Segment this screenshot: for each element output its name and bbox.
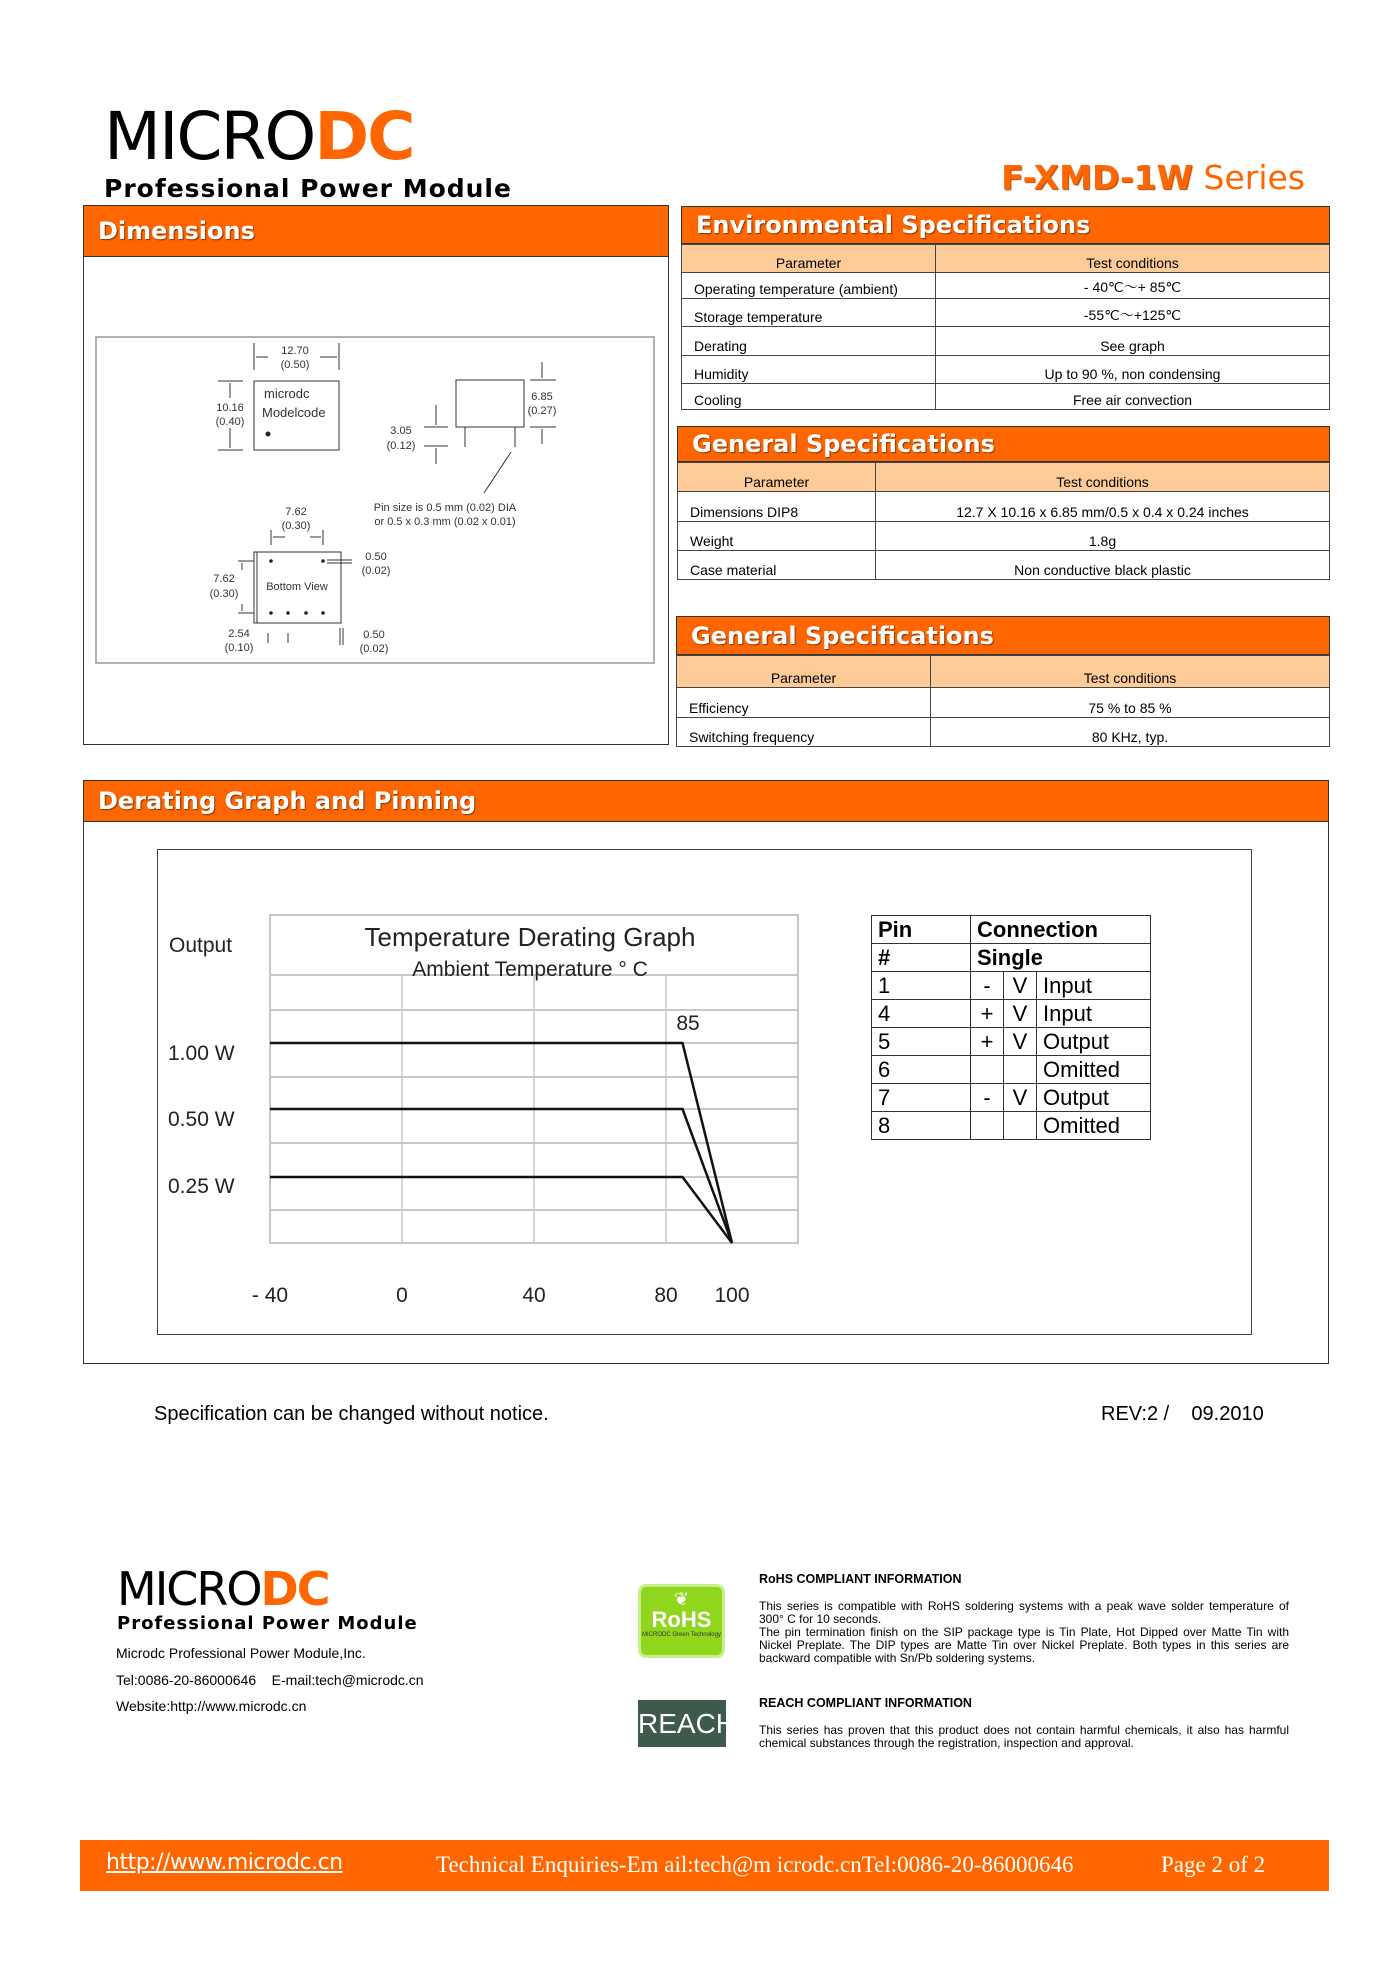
- pin-subheader: #: [872, 944, 971, 972]
- x-tick-label: 0: [396, 1284, 408, 1307]
- dim-pinpitch-mm: 2.54: [228, 628, 250, 640]
- dim-edge-top-mm: 0.50: [365, 551, 387, 563]
- cell: Case material: [678, 551, 876, 580]
- chart-annotation-85: 85: [676, 1012, 700, 1035]
- cell: Free air convection: [936, 384, 1330, 410]
- revision-text: REV:2 / 09.2010: [1101, 1403, 1264, 1425]
- general-specs-title: General Specifications: [676, 616, 1330, 655]
- dim-model: Modelcode: [262, 405, 326, 420]
- reach-title: REACH COMPLIANT INFORMATION: [759, 1696, 972, 1710]
- series-title: [1001, 158, 1305, 197]
- x-tick-label: - 40: [251, 1284, 289, 1307]
- cell: 75 % to 85 %: [931, 688, 1330, 718]
- reach-text: This series has proven that this product does not contain harmful chemicals, it also has harmful chemical substances through the registration, inspection and approval.: [759, 1723, 1289, 1750]
- general-specs-title: General Specifications: [677, 426, 1330, 462]
- notice-text: Specification can be changed without notice.: [154, 1403, 549, 1425]
- dim-length-in: (0.40): [215, 416, 245, 428]
- x-tick-label: 80: [654, 1284, 678, 1307]
- logo-text: MICRO: [117, 1562, 261, 1616]
- derating-title: Derating Graph and Pinning: [84, 781, 1328, 822]
- cell: [1004, 1112, 1037, 1140]
- logo-text: MICRO: [104, 98, 315, 175]
- dim-pinlen-mm: 3.05: [390, 425, 412, 437]
- dim-pinlen-in: (0.12): [386, 440, 416, 452]
- page-number: Page 2 of 2: [1161, 1852, 1266, 1877]
- col-header: Parameter: [677, 656, 931, 688]
- dim-bottom-view: Bottom View: [266, 581, 328, 593]
- cell: Omitted: [1037, 1056, 1151, 1084]
- logo-dc: DC: [314, 98, 414, 175]
- col-header: Parameter: [682, 245, 936, 273]
- y-tick-label: 1.00 W: [168, 1042, 235, 1065]
- pin-header: Pin: [872, 916, 971, 944]
- cell: - 40℃～+ 85℃: [936, 273, 1330, 299]
- cell: +: [971, 1000, 1004, 1028]
- footer-logo: [117, 1562, 418, 1638]
- footer-bar: [80, 1840, 1329, 1891]
- cell: Output: [1037, 1084, 1151, 1112]
- cell: 7: [872, 1084, 971, 1112]
- dim-pin-note-1: Pin size is 0.5 mm (0.02) DIA: [373, 502, 517, 514]
- chart-subtitle: Ambient Temperature ° C: [412, 958, 648, 981]
- series-model: F-XMD-1W: [1001, 158, 1194, 197]
- col-header: Test conditions: [876, 463, 1330, 492]
- logo-dc: DC: [260, 1562, 329, 1616]
- cell: 12.7 X 10.16 x 6.85 mm/0.5 x 0.4 x 0.24 inches: [876, 492, 1330, 522]
- dim-height-in: (0.27): [527, 405, 557, 417]
- col-header: Test conditions: [936, 245, 1330, 273]
- dim-rowpitch-in: (0.30): [281, 520, 311, 532]
- company-contact: Tel:0086-20-86000646 E-mail:tech@microdc.cn: [116, 1672, 424, 1688]
- rohs-badge: [638, 1584, 725, 1658]
- cell: +: [971, 1028, 1004, 1056]
- cell: 5: [872, 1028, 971, 1056]
- reach-badge: REACH: [638, 1700, 726, 1747]
- rohs-info: [759, 1572, 1289, 1682]
- rohs-badge-text: RoHS: [651, 1607, 712, 1632]
- x-tick-label: 100: [714, 1284, 750, 1307]
- cell: Operating temperature (ambient): [682, 273, 936, 299]
- dim-width-mm: 12.70: [281, 345, 309, 357]
- cell: Output: [1037, 1028, 1151, 1056]
- cell: Input: [1037, 1000, 1151, 1028]
- table-row: [872, 1084, 1151, 1112]
- cell: Omitted: [1037, 1112, 1151, 1140]
- series-suffix: Series: [1203, 158, 1305, 197]
- cell: [1004, 1056, 1037, 1084]
- dim-edge-side-in: (0.02): [359, 643, 389, 655]
- dim-colpitch-mm: 7.62: [213, 573, 235, 585]
- cell: Up to 90 %, non condensing: [936, 356, 1330, 384]
- derating-chart: [0, 0, 860, 1330]
- x-tick-label: 40: [522, 1284, 546, 1307]
- cell: Humidity: [682, 356, 936, 384]
- cell: V: [1004, 1000, 1037, 1028]
- dim-pin-note-2: or 0.5 x 0.3 mm (0.02 x 0.01): [374, 516, 516, 528]
- cell: [971, 1056, 1004, 1084]
- chart-title: Temperature Derating Graph: [364, 922, 696, 952]
- cell: V: [1004, 1084, 1037, 1112]
- col-header: Test conditions: [931, 656, 1330, 688]
- cell: V: [1004, 972, 1037, 1000]
- company-name: Microdc Professional Power Module,Inc.: [116, 1645, 366, 1661]
- cell: 6: [872, 1056, 971, 1084]
- dim-brand: microdc: [264, 386, 310, 401]
- dim-height-mm: 6.85: [531, 391, 553, 403]
- y-tick-label: 0.25 W: [168, 1175, 235, 1198]
- cell: 1.8g: [876, 522, 1330, 551]
- cell: Derating: [682, 327, 936, 356]
- cell: Dimensions DIP8: [678, 492, 876, 522]
- leaf-icon: ❦: [673, 1589, 690, 1609]
- pin-header: Connection: [971, 916, 1151, 944]
- logo-tagline: Professional Power Module: [104, 174, 512, 203]
- dim-width-in: (0.50): [280, 359, 310, 371]
- rohs-text-1: This series is compatible with RoHS soldering systems with a peak wave solder temperature of 300° C for 10 seconds.: [759, 1599, 1289, 1626]
- environmental-title: Environmental Specifications: [681, 206, 1330, 244]
- cell: V: [1004, 1028, 1037, 1056]
- table-row: [872, 972, 1151, 1000]
- cell: See graph: [936, 327, 1330, 356]
- cell: -: [971, 1084, 1004, 1112]
- logo-tagline: Professional Power Module: [117, 1613, 418, 1634]
- rohs-badge-sub: MICRODC Green Technology: [642, 1632, 721, 1638]
- rohs-text-2: The pin termination finish on the SIP package type is Tin Plate, Hot Dipped over Matte Tin with Nickel Preplate. The DIP types are Matte Tin over Nickel Preplate. Both types in this series are backward compatible with Sn/Pb soldering systems.: [759, 1625, 1289, 1665]
- cell: Cooling: [682, 384, 936, 410]
- table-row: [872, 1000, 1151, 1028]
- dim-pinpitch-in: (0.10): [224, 642, 254, 654]
- dim-colpitch-in: (0.30): [209, 588, 239, 600]
- table-row: [872, 1056, 1151, 1084]
- website-link[interactable]: http://www.microdc.cn: [106, 1850, 343, 1875]
- pin-subheader: Single: [971, 944, 1151, 972]
- y-tick-label: 0.50 W: [168, 1108, 235, 1131]
- table-row: [872, 1028, 1151, 1056]
- pin-table: [871, 915, 1151, 1140]
- company-website: Website:http://www.microdc.cn: [116, 1698, 307, 1714]
- cell: Weight: [678, 522, 876, 551]
- dim-edge-top-in: (0.02): [361, 565, 391, 577]
- dimensions-title: Dimensions: [84, 206, 668, 257]
- dim-length-mm: 10.16: [216, 402, 244, 414]
- cell: -55℃～+125℃: [936, 299, 1330, 327]
- dim-edge-side-mm: 0.50: [363, 629, 385, 641]
- cell: 4: [872, 1000, 971, 1028]
- y-axis-label: Output: [169, 934, 233, 957]
- rohs-title: RoHS COMPLIANT INFORMATION: [759, 1572, 962, 1586]
- cell: [971, 1112, 1004, 1140]
- cell: 80 KHz, typ.: [931, 718, 1330, 747]
- table-row: [872, 1112, 1151, 1140]
- cell: Storage temperature: [682, 299, 936, 327]
- reach-info: [759, 1696, 1289, 1756]
- cell: Switching frequency: [677, 718, 931, 747]
- dim-rowpitch-mm: 7.62: [285, 506, 307, 518]
- cell: 1: [872, 972, 971, 1000]
- enquiries-text: Technical Enquiries-Em ail:tech@m icrodc.cnTel:0086-20-86000646: [436, 1852, 1074, 1877]
- col-header: Parameter: [678, 463, 876, 492]
- cell: 8: [872, 1112, 971, 1140]
- cell: -: [971, 972, 1004, 1000]
- cell: Input: [1037, 972, 1151, 1000]
- cell: Efficiency: [677, 688, 931, 718]
- cell: Non conductive black plastic: [876, 551, 1330, 580]
